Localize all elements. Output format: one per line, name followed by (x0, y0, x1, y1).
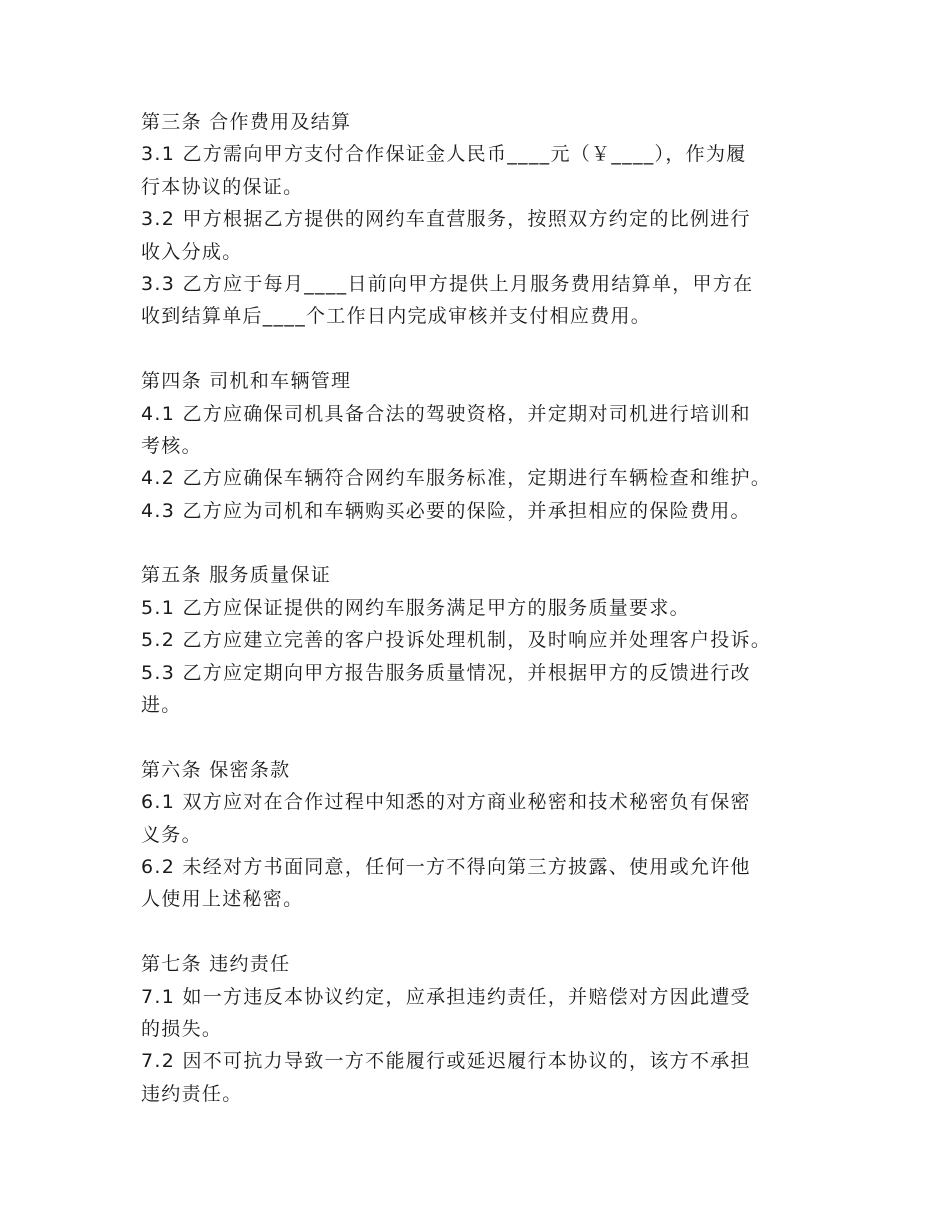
clause-line: 考核。 (141, 434, 202, 457)
clause-line: 6.2 未经对方书面同意，任何一方不得向第三方披露、使用或允许他 (141, 855, 751, 878)
clause-line: 3.2 甲方根据乙方提供的网约车直营服务，按照双方约定的比例进行 (141, 208, 751, 231)
clause-6-1 (141, 786, 841, 851)
clause-line: 5.1 乙方应保证提供的网约车服务满足甲方的服务质量要求。 (141, 596, 690, 619)
clause-line: 7.1 如一方违反本协议约定，应承担违约责任，并赔偿对方因此遭受 (141, 985, 751, 1008)
clause-line: 人使用上述秘密。 (141, 888, 304, 911)
clause-6-2 (141, 851, 841, 916)
section-6 (141, 754, 841, 916)
section-4 (141, 365, 841, 527)
clause-line: 行本协议的保证。 (141, 175, 304, 198)
clause-line: 的损失。 (141, 1017, 223, 1040)
section-heading: 第三条 合作费用及结算 (141, 111, 352, 133)
clause-line: 收到结算单后____个工作日内完成审核并支付相应费用。 (141, 305, 652, 328)
clause-5-1 (141, 592, 841, 624)
clause-line: 4.2 乙方应确保车辆符合网约车服务标准，定期进行车辆检查和维护。 (141, 467, 772, 490)
clause-line: 4.1 乙方应确保司机具备合法的驾驶资格，并定期对司机进行培训和 (141, 402, 751, 425)
section-spacer (141, 916, 841, 948)
section-5 (141, 559, 841, 721)
section-heading: 第七条 违约责任 (141, 953, 291, 976)
clause-line: 违约责任。 (141, 1082, 243, 1105)
clause-5-2 (141, 624, 841, 656)
clause-line: 5.2 乙方应建立完善的客户投诉处理机制，及时响应并处理客户投诉。 (141, 629, 772, 652)
section-3 (141, 106, 841, 333)
clause-7-1 (141, 981, 841, 1046)
clause-line: 收入分成。 (141, 240, 243, 263)
clause-line: 7.2 因不可抗力导致一方不能履行或延迟履行本协议的，该方不承担 (141, 1050, 751, 1073)
section-7 (141, 948, 841, 1110)
clause-line: 6.1 双方应对在合作过程中知悉的对方商业秘密和技术秘密负有保密 (141, 791, 751, 814)
clause-3-3 (141, 268, 841, 333)
clause-4-1 (141, 398, 841, 463)
section-spacer (141, 721, 841, 753)
clause-3-2 (141, 203, 841, 268)
clause-line: 3.3 乙方应于每月____日前向甲方提供上月服务费用结算单，甲方在 (141, 272, 754, 295)
clause-4-2 (141, 462, 841, 494)
section-heading: 第五条 服务质量保证 (141, 564, 332, 587)
clause-line: 5.3 乙方应定期向甲方报告服务质量情况，并根据甲方的反馈进行改 (141, 661, 751, 684)
contract-body (141, 106, 841, 1110)
clause-line: 进。 (141, 694, 182, 717)
clause-line: 3.1 乙方需向甲方支付合作保证金人民币____元（￥____），作为履 (141, 143, 747, 166)
clause-7-2 (141, 1045, 841, 1110)
section-heading: 第四条 司机和车辆管理 (141, 370, 352, 393)
clause-3-1 (141, 138, 841, 203)
clause-5-3 (141, 657, 841, 722)
clause-4-3 (141, 495, 841, 527)
section-heading: 第六条 保密条款 (141, 758, 291, 781)
clause-line: 义务。 (141, 823, 202, 846)
section-spacer (141, 527, 841, 559)
section-spacer (141, 333, 841, 365)
clause-line: 4.3 乙方应为司机和车辆购买必要的保险，并承担相应的保险费用。 (141, 499, 751, 522)
